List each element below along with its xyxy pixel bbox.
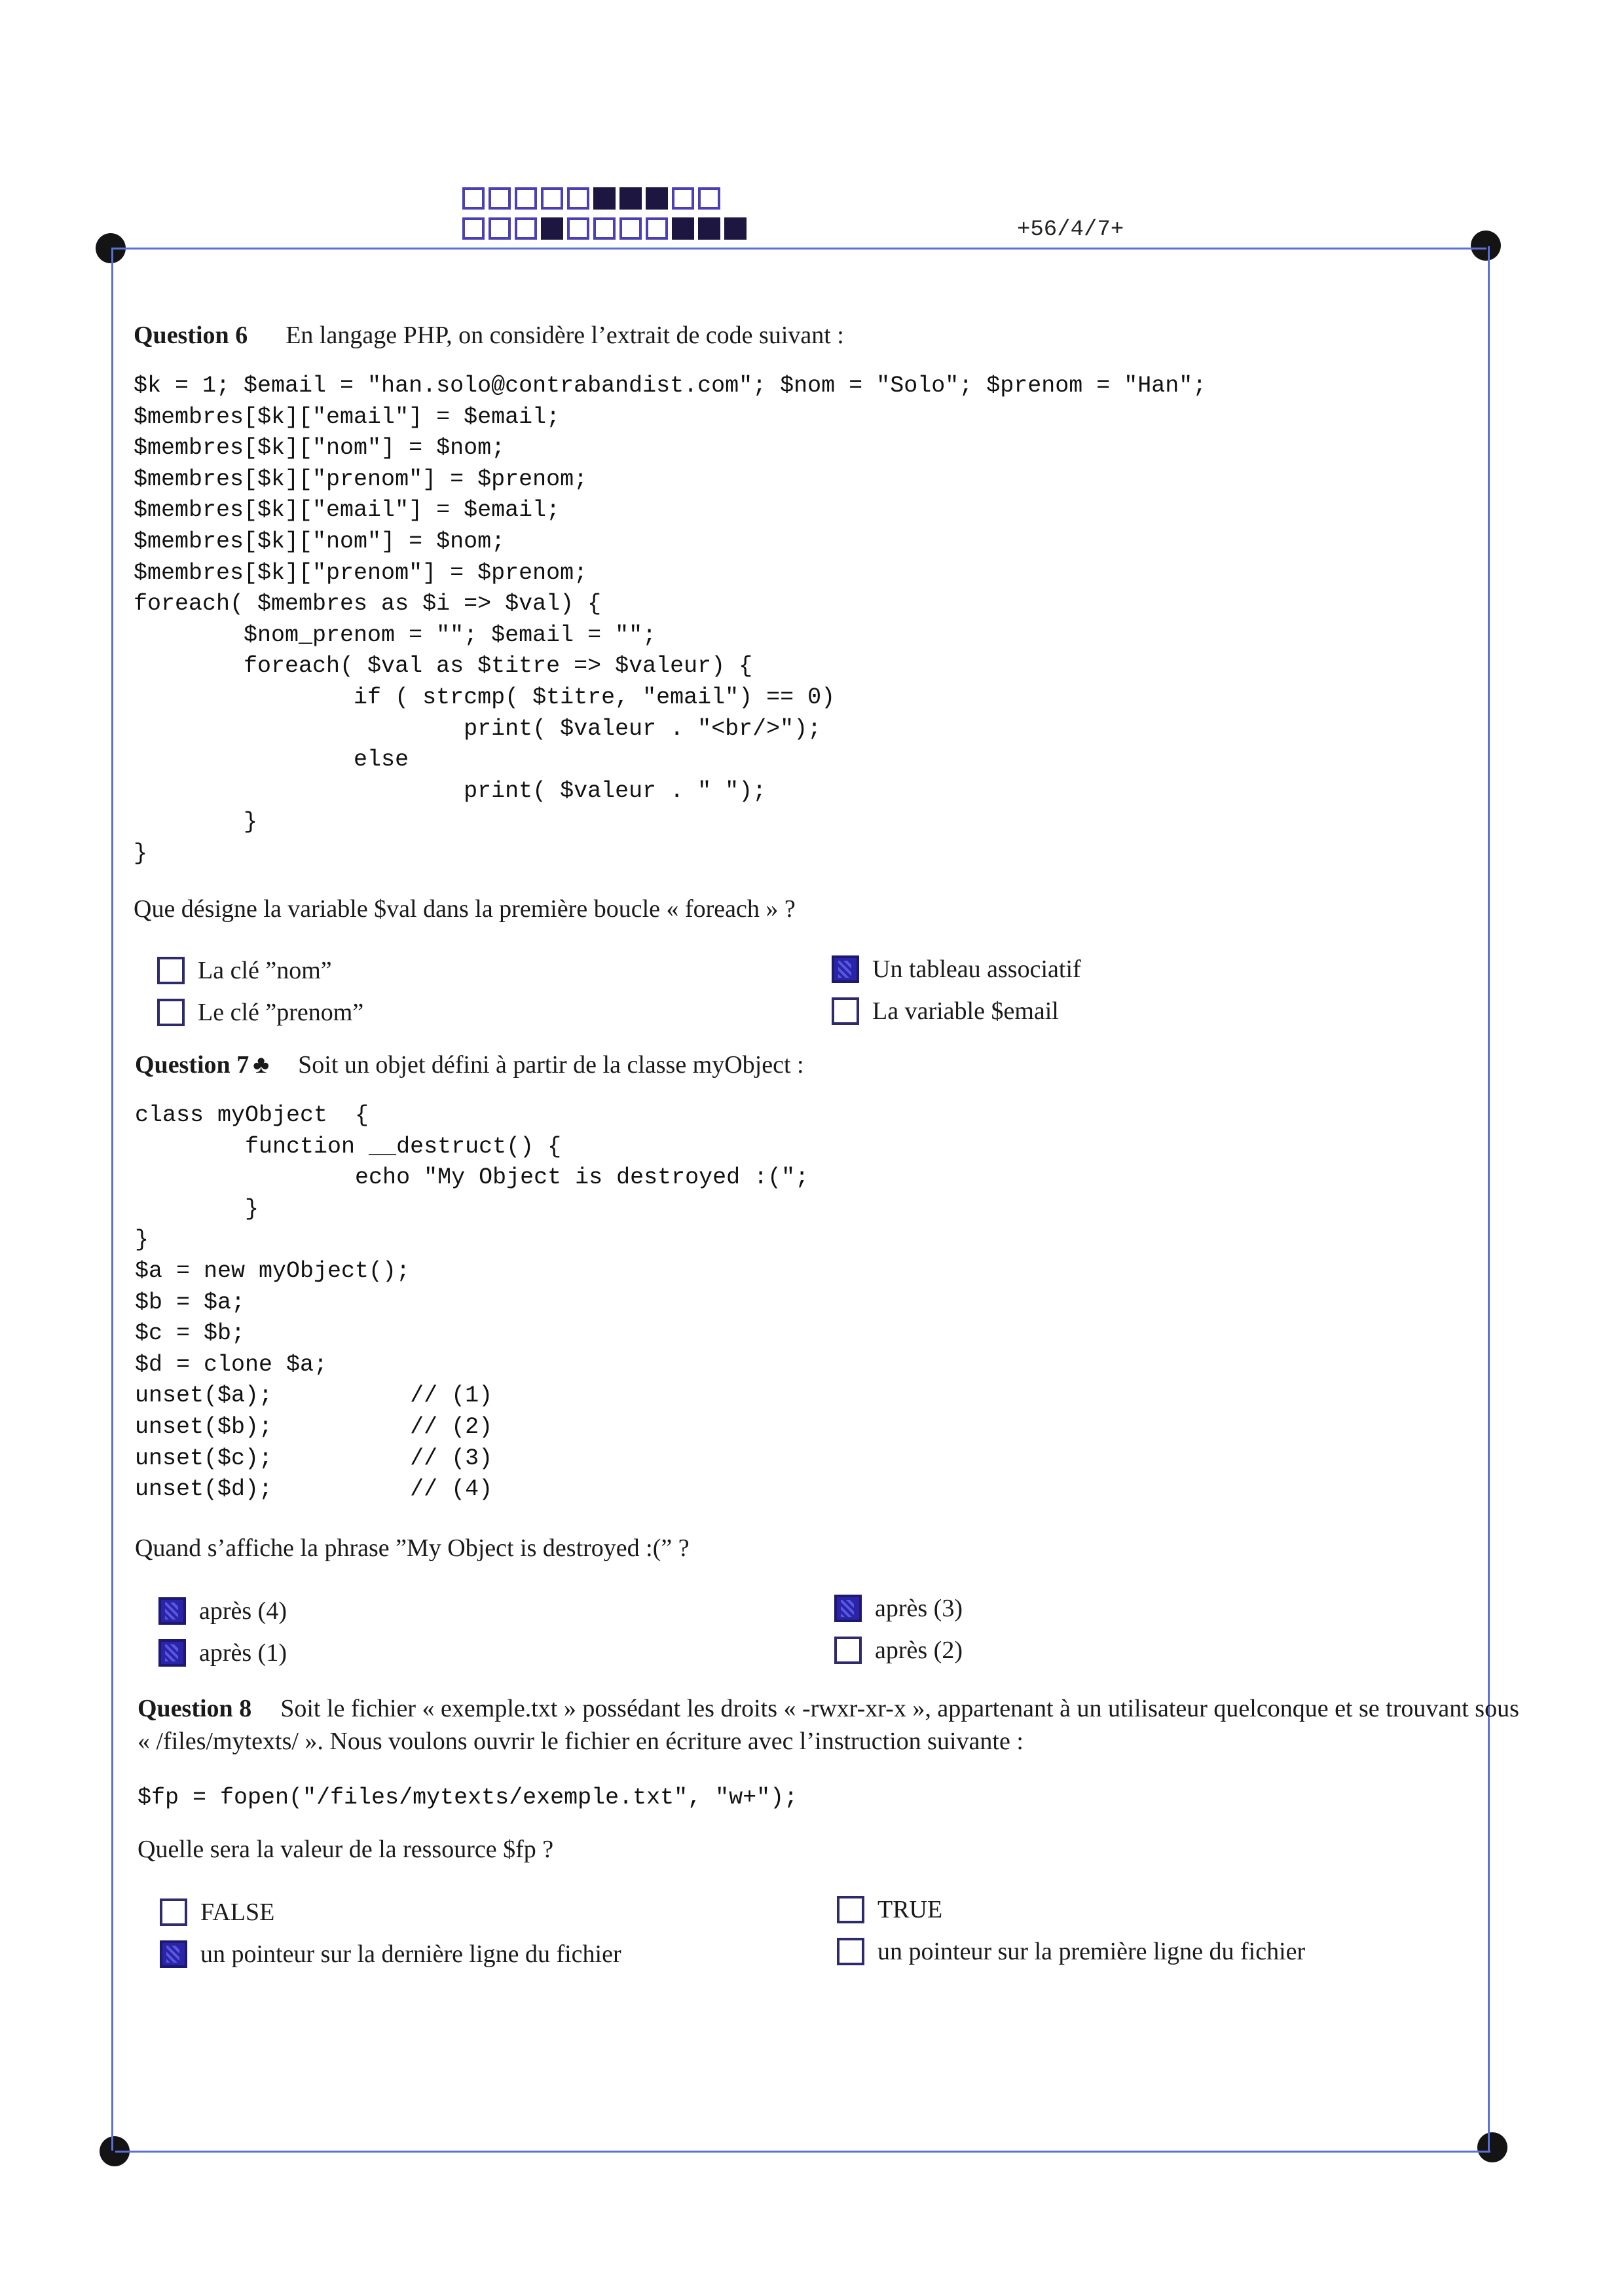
- question-7-number: Question 7: [135, 1051, 249, 1079]
- code-box: [672, 217, 694, 240]
- q7-choice-4[interactable]: [834, 1636, 963, 1665]
- question-6-intro: En langage PHP, on considère l’extrait de code suivant :: [286, 322, 844, 349]
- question-8-prompt: Quelle sera la valeur de la ressource $fp ?: [138, 1836, 554, 1863]
- question-7-prompt: Quand s’affiche la phrase ”My Object is destroyed :(” ?: [135, 1534, 690, 1562]
- code-box: [489, 217, 511, 240]
- question-6-number: Question 6: [134, 322, 248, 349]
- question-7-code: class myObject { function __destruct() { echo "My Object is destroyed :("; } } $a = new myObject(); $b = $a; $c = $b; $d = clone $a; unset($a); // (1) unset($b); // (2) unset($c); // (3) unset($d); // (4): [135, 1102, 809, 1503]
- question-7-header: [135, 1049, 804, 1081]
- q7-checkbox-2[interactable]: [834, 1595, 862, 1622]
- code-box: [489, 187, 511, 210]
- q6-checkbox-1[interactable]: [157, 957, 185, 984]
- code-box: [515, 217, 537, 240]
- code-box: [462, 187, 485, 210]
- question-7-intro: Soit un objet défini à partir de la classe myObject :: [298, 1051, 804, 1079]
- q8-choice-3-label: un pointeur sur la dernière ligne du fichier: [200, 1940, 621, 1968]
- club-icon: ♣: [253, 1051, 270, 1079]
- code-box: [462, 217, 485, 240]
- q7-choice-1[interactable]: [158, 1597, 287, 1625]
- q7-checkbox-3[interactable]: [158, 1639, 186, 1667]
- question-8-code: $fp = fopen("/files/mytexts/exemple.txt", "w+");: [138, 1785, 798, 1811]
- question-6-header: [134, 320, 844, 351]
- q8-choice-1-label: FALSE: [200, 1898, 275, 1926]
- page-code-boxes-row-1: [462, 187, 724, 210]
- code-box: [541, 217, 563, 240]
- q7-choice-3[interactable]: [158, 1639, 287, 1667]
- code-box: [593, 217, 616, 240]
- q8-choice-1[interactable]: [160, 1898, 274, 1927]
- q8-checkbox-1[interactable]: [160, 1898, 187, 1926]
- question-8-number: Question 8: [138, 1695, 252, 1722]
- q6-checkbox-4[interactable]: [832, 997, 859, 1025]
- registration-mark-top-right: [1471, 231, 1501, 261]
- question-6-code: $k = 1; $email = "han.solo@contrabandist.com"; $nom = "Solo"; $prenom = "Han"; $membres[$k]["email"] = $email; $membres[$k]["nom"] = $nom; $membres[$k]["prenom"] = $prenom; $membres[$k]["email"] = $email; $membres[$k]["nom"] = $nom; $membres[$k]["prenom"] = $prenom; foreach( $membres as $i => $val) { $nom_prenom = ""; $email = ""; foreach( $val as $titre => $valeur) { if ( strcmp( $titre, "email") == 0) print( $valeur . "<br/>"); else print( $valeur . " "); } }: [134, 373, 1207, 866]
- code-box: [672, 187, 694, 210]
- page-code-boxes-row-2: [462, 217, 750, 240]
- q8-checkbox-2[interactable]: [837, 1896, 864, 1923]
- q6-choice-4[interactable]: [832, 997, 1059, 1026]
- code-box: [698, 217, 720, 240]
- q7-checkbox-1[interactable]: [158, 1597, 186, 1625]
- q7-choice-3-label: après (1): [199, 1639, 287, 1667]
- q6-choice-1-label: La clé ”nom”: [198, 957, 332, 984]
- q7-choice-2-label: après (3): [875, 1595, 963, 1622]
- frame-top: [111, 248, 1486, 250]
- q6-checkbox-2[interactable]: [832, 955, 859, 983]
- frame-bottom: [115, 2151, 1490, 2153]
- code-box: [724, 217, 747, 240]
- q6-choice-2-label: Un tableau associatif: [872, 955, 1081, 983]
- frame-left: [111, 248, 113, 2151]
- q7-choice-1-label: après (4): [199, 1597, 287, 1625]
- code-box: [567, 187, 589, 210]
- q6-choice-3[interactable]: [157, 998, 363, 1027]
- q8-choice-2[interactable]: [837, 1895, 942, 1924]
- q7-checkbox-4[interactable]: [834, 1637, 862, 1664]
- question-6-prompt: Que désigne la variable $val dans la première boucle « foreach » ?: [134, 895, 796, 923]
- q6-checkbox-3[interactable]: [157, 999, 185, 1026]
- q6-choice-4-label: La variable $email: [872, 997, 1059, 1025]
- q8-checkbox-3[interactable]: [160, 1940, 187, 1968]
- question-8-intro: Soit le fichier « exemple.txt » possédant les droits « -rwxr-xr-x », appartenant à un utilisateur quelconque et se trouvant sous « /files/mytexts/ ». Nous voulons ouvrir le fichier en écriture avec l’instruction suivante :: [138, 1695, 1519, 1755]
- code-box: [646, 217, 668, 240]
- code-box: [646, 187, 668, 210]
- code-box: [567, 217, 589, 240]
- q8-choice-4-label: un pointeur sur la première ligne du fichier: [877, 1938, 1306, 1965]
- code-box: [593, 187, 616, 210]
- question-8-header: [138, 1692, 1532, 1758]
- q7-choice-2[interactable]: [834, 1594, 963, 1623]
- q8-choice-2-label: TRUE: [877, 1896, 943, 1923]
- page-identifier: +56/4/7+: [1017, 217, 1124, 242]
- q6-choice-1[interactable]: [157, 956, 332, 985]
- code-box: [619, 217, 642, 240]
- q7-choice-4-label: après (2): [875, 1637, 963, 1664]
- q8-choice-4[interactable]: [837, 1937, 1305, 1966]
- q8-checkbox-4[interactable]: [837, 1938, 864, 1965]
- q8-choice-3[interactable]: [160, 1940, 621, 1969]
- code-box: [619, 187, 642, 210]
- registration-mark-bottom-right: [1477, 2132, 1507, 2162]
- code-box: [698, 187, 720, 210]
- q6-choice-2[interactable]: [832, 955, 1081, 984]
- q6-choice-3-label: Le clé ”prenom”: [198, 999, 364, 1026]
- code-box: [515, 187, 537, 210]
- code-box: [541, 187, 563, 210]
- frame-right: [1488, 246, 1490, 2151]
